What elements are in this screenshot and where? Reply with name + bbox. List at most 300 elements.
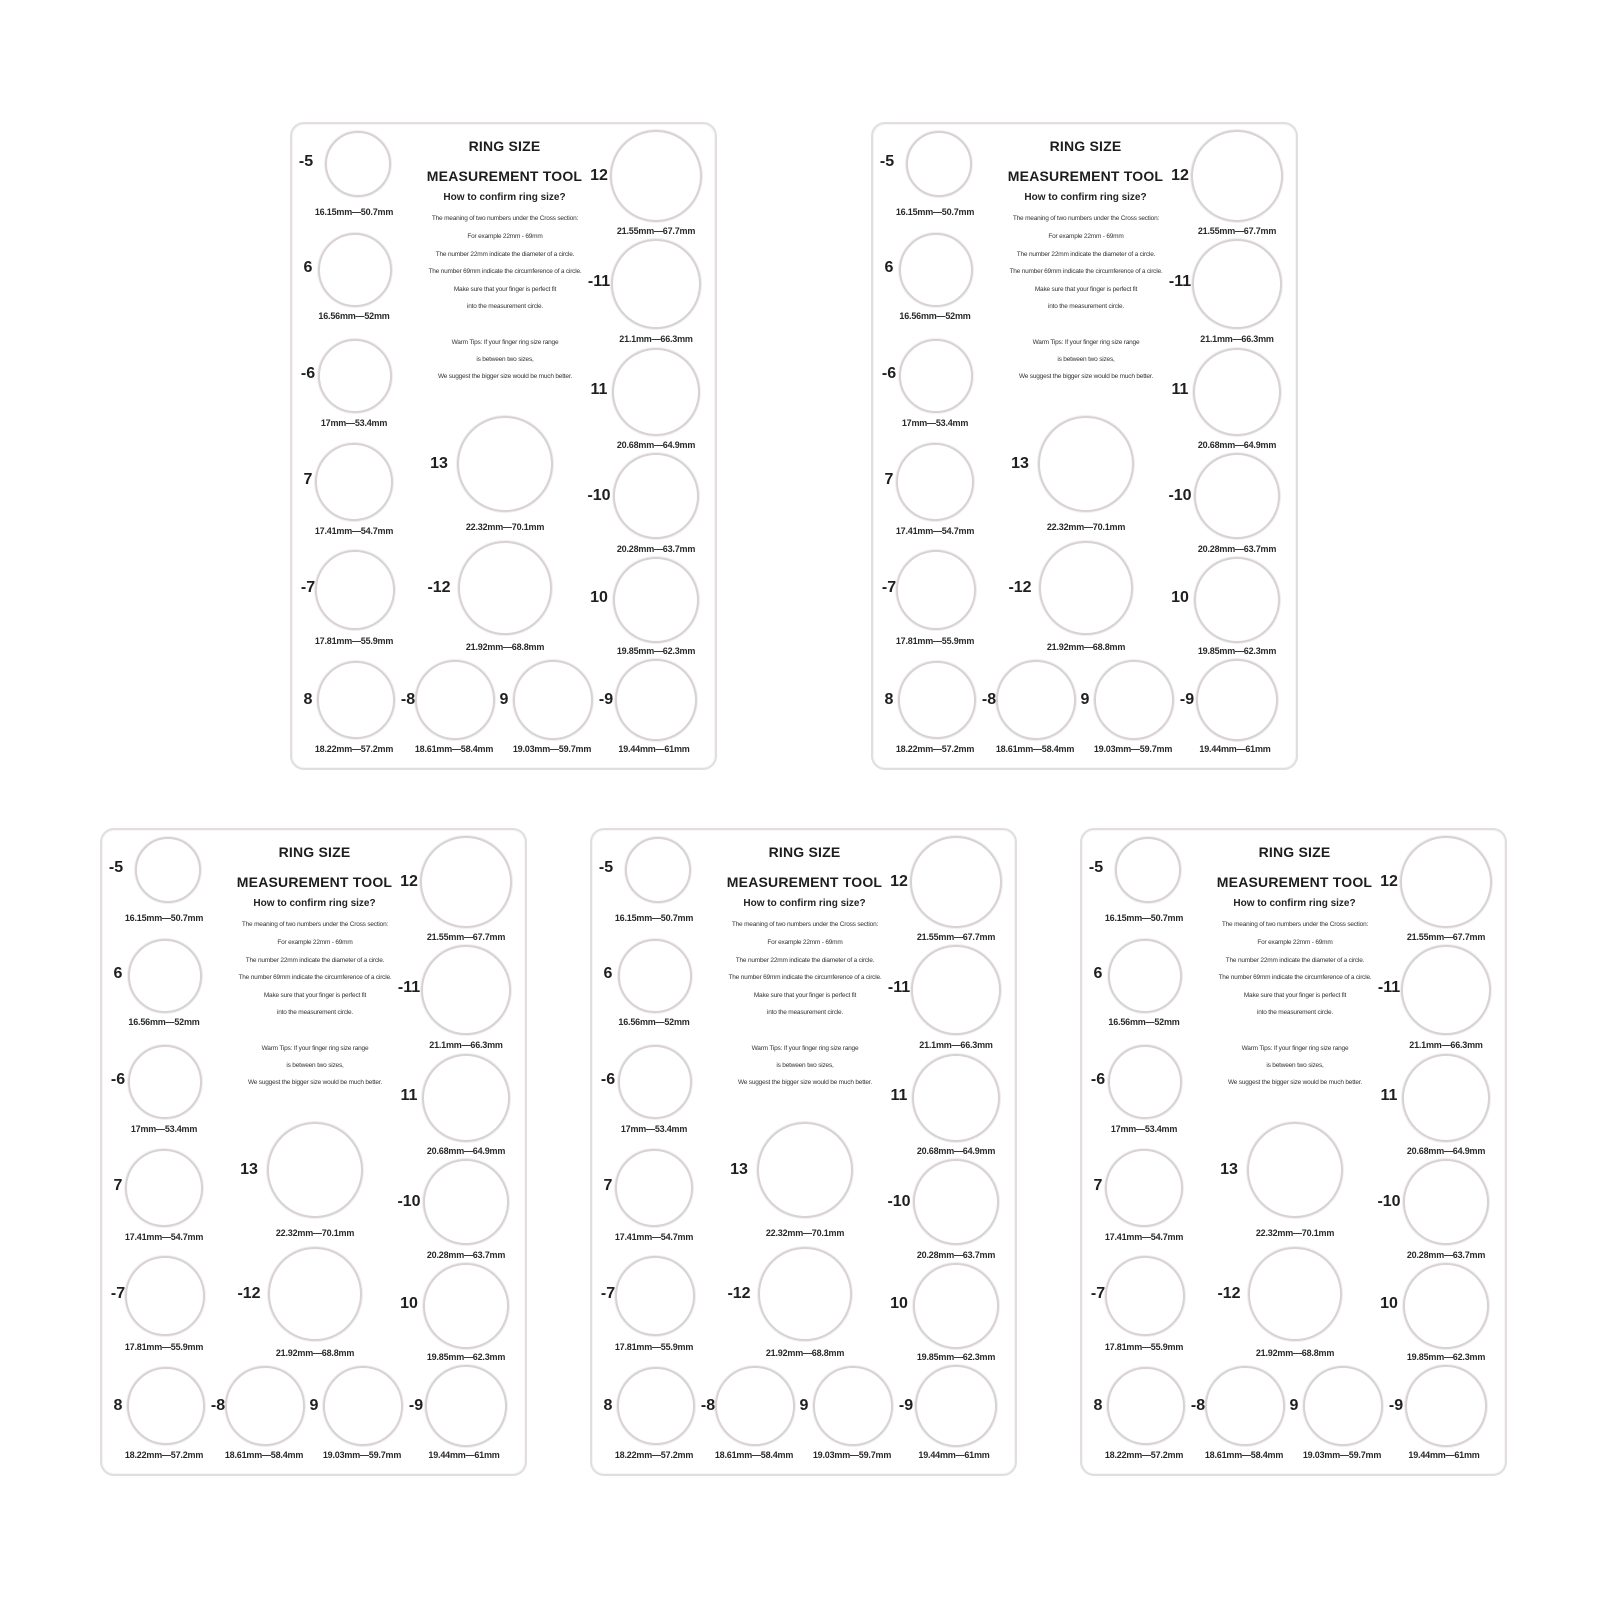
ring-size-label: 7 [1093, 1177, 1103, 1194]
ring-size-card [1080, 828, 1507, 1476]
ring-circle [611, 239, 701, 329]
tip-line: is between two sizes, [1266, 1062, 1324, 1069]
tip-line: Warm Tips: If your finger ring size range [1032, 339, 1140, 346]
ring-circle [315, 550, 395, 630]
card-title-measurement-tool: MEASUREMENT TOOL [1007, 168, 1164, 184]
ring-measurement: 21.1mm—66.3mm [619, 334, 693, 344]
instruction-line: The number 22mm indicate the diameter of a circle. [435, 251, 575, 258]
ring-measurement: 19.44mm—61mm [428, 1450, 500, 1460]
ring-measurement: 22.32mm—70.1mm [1046, 522, 1126, 532]
instruction-line: For example 22mm - 69mm [1257, 939, 1333, 946]
ring-circle [423, 1263, 509, 1349]
ring-measurement: 19.85mm—62.3mm [616, 646, 696, 656]
ring-circle [898, 661, 976, 739]
ring-circle [1193, 348, 1281, 436]
instruction-line: Make sure that your finger is perfect fit [753, 992, 857, 999]
ring-measurement: 20.68mm—64.9mm [916, 1146, 996, 1156]
ring-size-label: 13 [430, 455, 448, 472]
ring-circle [813, 1366, 893, 1446]
ring-measurement: 20.28mm—63.7mm [1197, 544, 1277, 554]
ring-size-label: 9 [309, 1397, 319, 1414]
ring-circle [1108, 1045, 1182, 1119]
ring-measurement: 19.44mm—61mm [618, 744, 690, 754]
ring-measurement: 21.55mm—67.7mm [1406, 932, 1486, 942]
ring-size-label: 6 [884, 259, 894, 276]
ring-circle [1247, 1122, 1343, 1218]
ring-size-label: 10 [590, 589, 608, 606]
ring-measurement: 20.28mm—63.7mm [916, 1250, 996, 1260]
ring-measurement: 18.22mm—57.2mm [614, 1450, 694, 1460]
ring-size-label: 12 [590, 167, 608, 184]
ring-circle [415, 660, 495, 740]
ring-circle [911, 945, 1001, 1035]
ring-circle [318, 233, 392, 307]
ring-size-label: 9 [499, 691, 509, 708]
instruction-line: The meaning of two numbers under the Cross section: [1012, 215, 1160, 222]
ring-size-label: 13 [240, 1161, 258, 1178]
ring-size-label: -8 [700, 1397, 716, 1414]
ring-size-label: 12 [1380, 873, 1398, 890]
instruction-line: The number 22mm indicate the diameter of a circle. [1225, 957, 1365, 964]
ring-measurement: 19.44mm—61mm [918, 1450, 990, 1460]
ring-measurement: 17.81mm—55.9mm [124, 1342, 204, 1352]
ring-size-label: 8 [113, 1397, 123, 1414]
ring-size-label: -6 [881, 365, 897, 382]
ring-measurement: 20.28mm—63.7mm [426, 1250, 506, 1260]
instruction-line: For example 22mm - 69mm [1048, 233, 1124, 240]
instruction-line: The number 69mm indicate the circumference of a circle. [428, 268, 582, 275]
ring-size-label: 8 [603, 1397, 613, 1414]
ring-measurement: 16.56mm—52mm [128, 1017, 200, 1027]
ring-measurement: 19.85mm—62.3mm [426, 1352, 506, 1362]
ring-size-label: -7 [300, 579, 316, 596]
ring-circle [325, 131, 391, 197]
ring-circle [1405, 1365, 1487, 1447]
ring-size-label: -10 [587, 487, 611, 504]
ring-size-label: -11 [1168, 273, 1192, 290]
ring-size-label: 8 [1093, 1397, 1103, 1414]
ring-circle [1192, 239, 1282, 329]
ring-size-label: 11 [590, 381, 608, 398]
ring-circle [317, 661, 395, 739]
tip-line: is between two sizes, [1057, 356, 1115, 363]
ring-size-label: 13 [1220, 1161, 1238, 1178]
instruction-line: Make sure that your finger is perfect fit [1034, 286, 1138, 293]
card-title-ring-size: RING SIZE [278, 844, 351, 860]
card-title-measurement-tool: MEASUREMENT TOOL [426, 168, 583, 184]
ring-measurement: 16.15mm—50.7mm [314, 207, 394, 217]
ring-circle [1205, 1366, 1285, 1446]
ring-measurement: 18.61mm—58.4mm [414, 744, 494, 754]
ring-measurement: 18.61mm—58.4mm [1204, 1450, 1284, 1460]
instruction-line: The number 69mm indicate the circumference of a circle. [238, 974, 392, 981]
ring-size-label: 10 [400, 1295, 418, 1312]
ring-measurement: 19.03mm—59.7mm [812, 1450, 892, 1460]
ring-circle [613, 557, 699, 643]
ring-measurement: 18.61mm—58.4mm [995, 744, 1075, 754]
ring-circle [912, 1054, 1000, 1142]
ring-size-label: -12 [427, 579, 451, 596]
ring-circle [715, 1366, 795, 1446]
ring-circle [1403, 1263, 1489, 1349]
ring-size-label: 12 [890, 873, 908, 890]
ring-measurement: 21.92mm—68.8mm [1046, 642, 1126, 652]
tip-line: Warm Tips: If your finger ring size range [1241, 1045, 1349, 1052]
instruction-line: Make sure that your finger is perfect fit [263, 992, 367, 999]
instruction-line: The meaning of two numbers under the Cross section: [431, 215, 579, 222]
ring-measurement: 18.22mm—57.2mm [1104, 1450, 1184, 1460]
ring-measurement: 16.15mm—50.7mm [1104, 913, 1184, 923]
ring-circle [425, 1365, 507, 1447]
card-title-ring-size: RING SIZE [1258, 844, 1331, 860]
ring-circle [225, 1366, 305, 1446]
instruction-line: into the measurement circle. [276, 1009, 354, 1016]
instruction-line: The number 22mm indicate the diameter of a circle. [245, 957, 385, 964]
ring-size-label: 6 [1093, 965, 1103, 982]
ring-circle [1191, 130, 1283, 222]
ring-size-label: -5 [1088, 859, 1104, 876]
ring-measurement: 21.55mm—67.7mm [1197, 226, 1277, 236]
card-title-measurement-tool: MEASUREMENT TOOL [726, 874, 883, 890]
ring-measurement: 16.56mm—52mm [1108, 1017, 1180, 1027]
ring-size-label: -12 [237, 1285, 261, 1302]
ring-size-label: 13 [1011, 455, 1029, 472]
ring-size-label: 12 [400, 873, 418, 890]
ring-size-label: -8 [210, 1397, 226, 1414]
ring-measurement: 20.68mm—64.9mm [616, 440, 696, 450]
ring-measurement: 21.55mm—67.7mm [616, 226, 696, 236]
ring-circle [758, 1247, 852, 1341]
ring-size-label: 7 [303, 471, 313, 488]
ring-circle [896, 443, 974, 521]
ring-measurement: 19.03mm—59.7mm [322, 1450, 402, 1460]
ring-circle [1108, 939, 1182, 1013]
ring-size-label: -5 [298, 153, 314, 170]
ring-size-label: 8 [884, 691, 894, 708]
ring-circle [1039, 541, 1133, 635]
ring-size-label: -5 [108, 859, 124, 876]
ring-size-label: -12 [1217, 1285, 1241, 1302]
ring-size-label: -5 [879, 153, 895, 170]
ring-measurement: 16.56mm—52mm [899, 311, 971, 321]
ring-size-label: 9 [799, 1397, 809, 1414]
ring-size-label: -6 [300, 365, 316, 382]
ring-size-label: -11 [397, 979, 421, 996]
ring-circle [1248, 1247, 1342, 1341]
ring-measurement: 21.55mm—67.7mm [426, 932, 506, 942]
instruction-line: Make sure that your finger is perfect fit [453, 286, 557, 293]
ring-circle [1400, 836, 1492, 928]
ring-circle [1194, 453, 1280, 539]
ring-size-label: -8 [1190, 1397, 1206, 1414]
ring-circle [1401, 945, 1491, 1035]
ring-size-label: 11 [1171, 381, 1189, 398]
ring-measurement: 19.85mm—62.3mm [916, 1352, 996, 1362]
ring-size-label: -11 [587, 273, 611, 290]
ring-size-label: -7 [600, 1285, 616, 1302]
ring-size-label: 11 [400, 1087, 418, 1104]
ring-measurement: 21.55mm—67.7mm [916, 932, 996, 942]
ring-circle [1038, 416, 1134, 512]
ring-circle [1105, 1149, 1183, 1227]
tip-line: We suggest the bigger size would be much better. [1227, 1079, 1363, 1086]
ring-measurement: 19.85mm—62.3mm [1197, 646, 1277, 656]
ring-circle [910, 836, 1002, 928]
ring-size-label: -7 [1090, 1285, 1106, 1302]
ring-measurement: 17.81mm—55.9mm [1104, 1342, 1184, 1352]
instruction-line: For example 22mm - 69mm [277, 939, 353, 946]
instruction-line: The number 69mm indicate the circumference of a circle. [1218, 974, 1372, 981]
ring-circle [913, 1263, 999, 1349]
ring-size-label: 11 [1380, 1087, 1398, 1104]
ring-measurement: 17.41mm—54.7mm [1104, 1232, 1184, 1242]
ring-size-label: -9 [1388, 1397, 1404, 1414]
ring-measurement: 22.32mm—70.1mm [765, 1228, 845, 1238]
ring-measurement: 20.28mm—63.7mm [1406, 1250, 1486, 1260]
ring-measurement: 17.81mm—55.9mm [314, 636, 394, 646]
ring-circle [318, 339, 392, 413]
howto-heading: How to confirm ring size? [743, 898, 866, 909]
ring-circle [315, 443, 393, 521]
ring-size-label: 6 [113, 965, 123, 982]
ring-measurement: 19.03mm—59.7mm [1302, 1450, 1382, 1460]
ring-circle [513, 660, 593, 740]
ring-size-card [590, 828, 1017, 1476]
instruction-line: The meaning of two numbers under the Cross section: [731, 921, 879, 928]
instruction-line: For example 22mm - 69mm [767, 939, 843, 946]
howto-heading: How to confirm ring size? [253, 898, 376, 909]
ring-size-card [290, 122, 717, 770]
ring-size-card [871, 122, 1298, 770]
ring-circle [615, 1256, 695, 1336]
instruction-line: into the measurement circle. [466, 303, 544, 310]
ring-circle [612, 348, 700, 436]
card-title-ring-size: RING SIZE [768, 844, 841, 860]
ring-size-label: -8 [981, 691, 997, 708]
ring-circle [915, 1365, 997, 1447]
ring-measurement: 17mm—53.4mm [1110, 1124, 1178, 1134]
ring-circle [135, 837, 201, 903]
ring-size-label: -7 [110, 1285, 126, 1302]
ring-circle [613, 453, 699, 539]
ring-size-label: -5 [598, 859, 614, 876]
ring-measurement: 17mm—53.4mm [320, 418, 388, 428]
ring-measurement: 18.22mm—57.2mm [314, 744, 394, 754]
ring-circle [128, 1045, 202, 1119]
ring-size-label: 10 [890, 1295, 908, 1312]
ring-circle [617, 1367, 695, 1445]
ring-size-card [100, 828, 527, 1476]
ring-circle [1094, 660, 1174, 740]
ring-circle [899, 339, 973, 413]
ring-measurement: 22.32mm—70.1mm [275, 1228, 355, 1238]
tip-line: Warm Tips: If your finger ring size range [261, 1045, 369, 1052]
ring-size-label: 12 [1171, 167, 1189, 184]
ring-size-label: 11 [890, 1087, 908, 1104]
ring-size-label: -12 [727, 1285, 751, 1302]
instruction-line: The number 22mm indicate the diameter of a circle. [735, 957, 875, 964]
ring-size-label: 6 [603, 965, 613, 982]
ring-measurement: 19.03mm—59.7mm [512, 744, 592, 754]
ring-measurement: 17.41mm—54.7mm [614, 1232, 694, 1242]
ring-circle [615, 659, 697, 741]
ring-size-label: -9 [1179, 691, 1195, 708]
ring-size-label: -8 [400, 691, 416, 708]
ring-size-label: 10 [1380, 1295, 1398, 1312]
ring-circle [323, 1366, 403, 1446]
ring-circle [268, 1247, 362, 1341]
instruction-line: into the measurement circle. [766, 1009, 844, 1016]
tip-line: is between two sizes, [286, 1062, 344, 1069]
ring-size-label: 9 [1080, 691, 1090, 708]
ring-circle [1402, 1054, 1490, 1142]
howto-heading: How to confirm ring size? [1233, 898, 1356, 909]
ring-measurement: 18.22mm—57.2mm [895, 744, 975, 754]
instruction-line: For example 22mm - 69mm [467, 233, 543, 240]
ring-circle [1105, 1256, 1185, 1336]
ring-circle [1403, 1159, 1489, 1245]
card-title-measurement-tool: MEASUREMENT TOOL [1216, 874, 1373, 890]
instruction-line: The number 22mm indicate the diameter of a circle. [1016, 251, 1156, 258]
howto-heading: How to confirm ring size? [1024, 192, 1147, 203]
ring-size-label: -6 [110, 1071, 126, 1088]
ring-measurement: 20.68mm—64.9mm [1197, 440, 1277, 450]
instruction-line: The meaning of two numbers under the Cross section: [241, 921, 389, 928]
ring-measurement: 19.03mm—59.7mm [1093, 744, 1173, 754]
instruction-line: Make sure that your finger is perfect fit [1243, 992, 1347, 999]
ring-measurement: 17mm—53.4mm [620, 1124, 688, 1134]
ring-measurement: 17.81mm—55.9mm [614, 1342, 694, 1352]
ring-circle [422, 1054, 510, 1142]
ring-circle [625, 837, 691, 903]
instruction-line: into the measurement circle. [1047, 303, 1125, 310]
ring-circle [618, 1045, 692, 1119]
ring-size-label: -10 [1377, 1193, 1401, 1210]
ring-circle [458, 541, 552, 635]
ring-circle [420, 836, 512, 928]
ring-measurement: 21.1mm—66.3mm [919, 1040, 993, 1050]
ring-measurement: 21.92mm—68.8mm [465, 642, 545, 652]
ring-size-label: -7 [881, 579, 897, 596]
ring-circle [1107, 1367, 1185, 1445]
ring-measurement: 17.41mm—54.7mm [124, 1232, 204, 1242]
ring-measurement: 18.61mm—58.4mm [224, 1450, 304, 1460]
tip-line: is between two sizes, [776, 1062, 834, 1069]
ring-measurement: 17.41mm—54.7mm [895, 526, 975, 536]
ring-size-label: 7 [884, 471, 894, 488]
ring-measurement: 20.68mm—64.9mm [426, 1146, 506, 1156]
card-title-ring-size: RING SIZE [1049, 138, 1122, 154]
tip-line: is between two sizes, [476, 356, 534, 363]
ring-measurement: 21.1mm—66.3mm [1409, 1040, 1483, 1050]
ring-size-label: 9 [1289, 1397, 1299, 1414]
ring-circle [125, 1149, 203, 1227]
ring-size-label: 7 [113, 1177, 123, 1194]
ring-size-label: -10 [887, 1193, 911, 1210]
tip-line: Warm Tips: If your finger ring size range [751, 1045, 859, 1052]
ring-circle [615, 1149, 693, 1227]
ring-size-label: -12 [1008, 579, 1032, 596]
ring-size-label: -10 [397, 1193, 421, 1210]
ring-size-label: -9 [598, 691, 614, 708]
ring-size-label: 13 [730, 1161, 748, 1178]
ring-circle [1194, 557, 1280, 643]
ring-size-label: 7 [603, 1177, 613, 1194]
tip-line: We suggest the bigger size would be much better. [247, 1079, 383, 1086]
ring-measurement: 18.61mm—58.4mm [714, 1450, 794, 1460]
ring-circle [1303, 1366, 1383, 1446]
ring-measurement: 16.15mm—50.7mm [614, 913, 694, 923]
ring-size-label: 6 [303, 259, 313, 276]
ring-measurement: 16.15mm—50.7mm [895, 207, 975, 217]
ring-measurement: 22.32mm—70.1mm [465, 522, 545, 532]
ring-size-label: -10 [1168, 487, 1192, 504]
ring-size-label: -11 [887, 979, 911, 996]
ring-circle [128, 939, 202, 1013]
ring-measurement: 19.44mm—61mm [1408, 1450, 1480, 1460]
tip-line: We suggest the bigger size would be much better. [437, 373, 573, 380]
ring-size-label: 10 [1171, 589, 1189, 606]
ring-size-label: -6 [600, 1071, 616, 1088]
ring-size-label: -11 [1377, 979, 1401, 996]
ring-measurement: 16.56mm—52mm [618, 1017, 690, 1027]
ring-measurement: 19.85mm—62.3mm [1406, 1352, 1486, 1362]
instruction-line: into the measurement circle. [1256, 1009, 1334, 1016]
ring-circle [618, 939, 692, 1013]
ring-measurement: 20.68mm—64.9mm [1406, 1146, 1486, 1156]
ring-measurement: 16.15mm—50.7mm [124, 913, 204, 923]
card-title-measurement-tool: MEASUREMENT TOOL [236, 874, 393, 890]
ring-circle [423, 1159, 509, 1245]
ring-measurement: 20.28mm—63.7mm [616, 544, 696, 554]
ring-measurement: 21.92mm—68.8mm [765, 1348, 845, 1358]
ring-circle [896, 550, 976, 630]
instruction-line: The number 69mm indicate the circumference of a circle. [728, 974, 882, 981]
ring-measurement: 17.41mm—54.7mm [314, 526, 394, 536]
ring-circle [125, 1256, 205, 1336]
ring-circle [757, 1122, 853, 1218]
ring-measurement: 16.56mm—52mm [318, 311, 390, 321]
ring-size-label: -9 [408, 1397, 424, 1414]
howto-heading: How to confirm ring size? [443, 192, 566, 203]
ring-size-label: -9 [898, 1397, 914, 1414]
ring-measurement: 21.1mm—66.3mm [429, 1040, 503, 1050]
tip-line: Warm Tips: If your finger ring size range [451, 339, 559, 346]
ring-measurement: 17.81mm—55.9mm [895, 636, 975, 646]
ring-circle [913, 1159, 999, 1245]
ring-circle [1196, 659, 1278, 741]
ring-circle [457, 416, 553, 512]
ring-circle [996, 660, 1076, 740]
ring-measurement: 21.1mm—66.3mm [1200, 334, 1274, 344]
ring-measurement: 19.44mm—61mm [1199, 744, 1271, 754]
instruction-line: The meaning of two numbers under the Cross section: [1221, 921, 1369, 928]
ring-measurement: 17mm—53.4mm [901, 418, 969, 428]
tip-line: We suggest the bigger size would be much better. [737, 1079, 873, 1086]
ring-measurement: 22.32mm—70.1mm [1255, 1228, 1335, 1238]
ring-measurement: 18.22mm—57.2mm [124, 1450, 204, 1460]
ring-circle [267, 1122, 363, 1218]
ring-circle [899, 233, 973, 307]
ring-circle [127, 1367, 205, 1445]
ring-circle [610, 130, 702, 222]
ring-measurement: 21.92mm—68.8mm [275, 1348, 355, 1358]
ring-circle [906, 131, 972, 197]
ring-measurement: 21.92mm—68.8mm [1255, 1348, 1335, 1358]
ring-size-label: -6 [1090, 1071, 1106, 1088]
ring-circle [421, 945, 511, 1035]
instruction-line: The number 69mm indicate the circumference of a circle. [1009, 268, 1163, 275]
